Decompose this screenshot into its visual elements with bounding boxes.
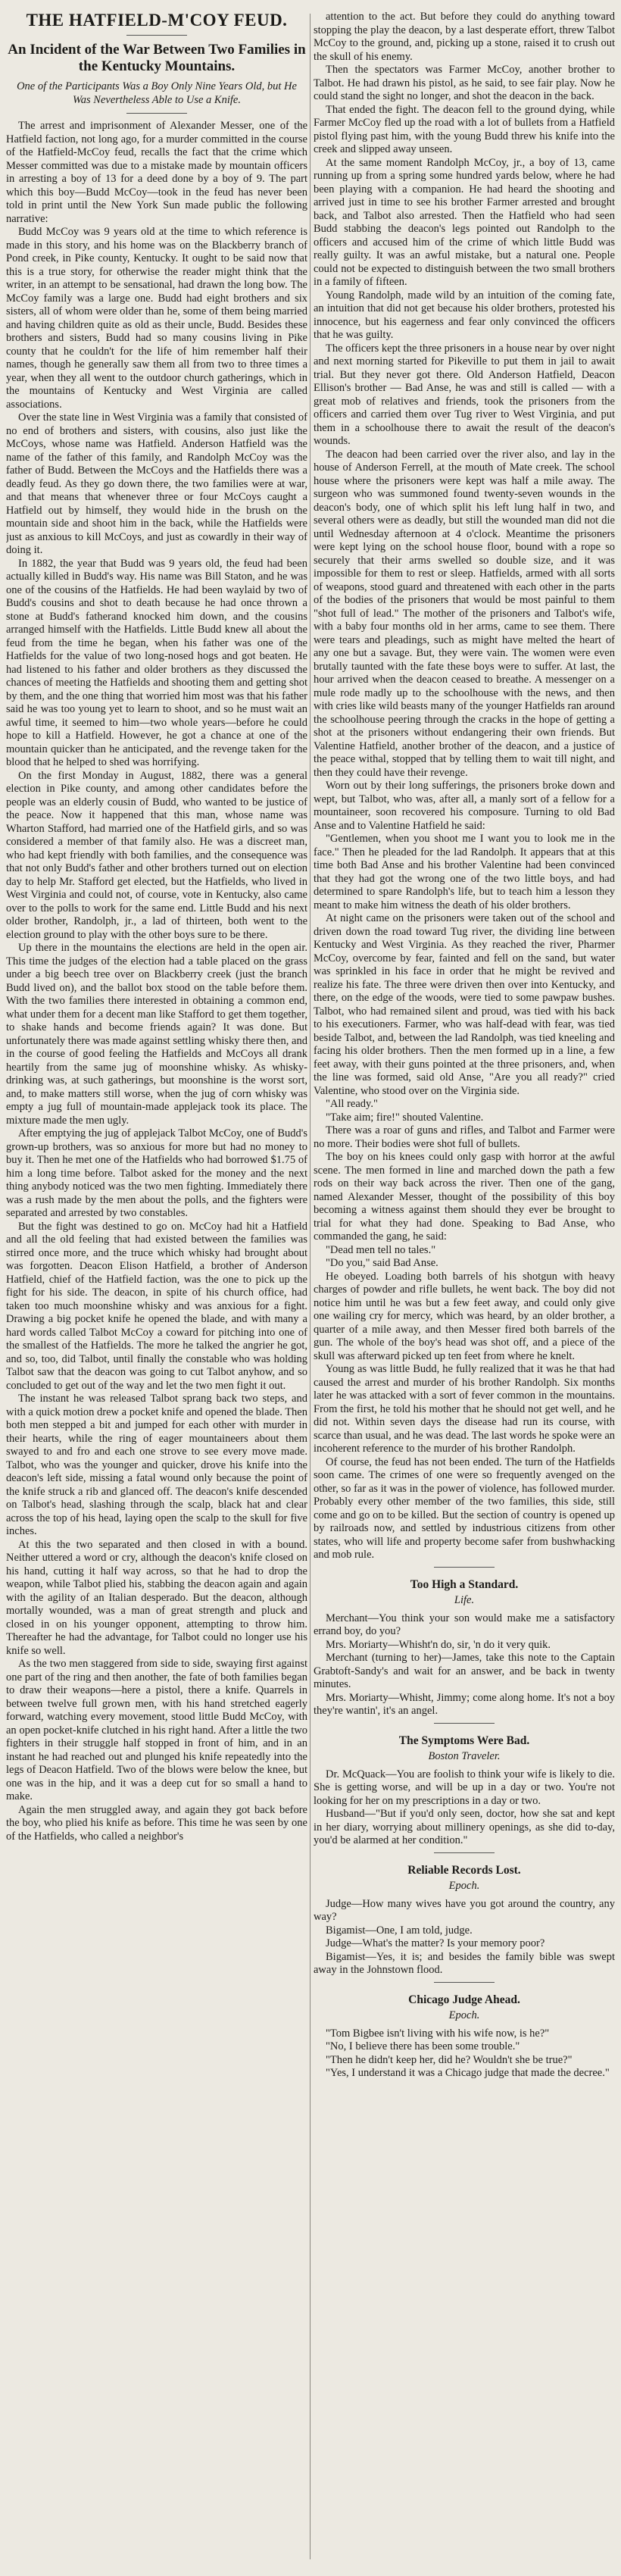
dialog-line: "No, I believe there has been some trouble." bbox=[326, 2040, 520, 2052]
dialog-line: Merchant—You think your son would make me a satisfactory errand boy, do you? bbox=[314, 1612, 615, 1637]
section-source: Boston Traveler. bbox=[428, 1750, 501, 1762]
section-source: Life. bbox=[454, 1594, 475, 1606]
paragraph: Then the spectators was Farmer McCoy, another brother to Talbot. He had drawn his pistol, as he said, to see fair play. Now he could stand the sight no longer, and shot the deacon in the back. bbox=[314, 64, 615, 102]
paragraph: "Do you," said Bad Anse. bbox=[326, 1257, 438, 1269]
section-rule bbox=[434, 1567, 495, 1568]
dialog-line: Bigamist—One, I am told, judge. bbox=[326, 1924, 473, 1937]
paragraph: Young Randolph, made wild by an intuition of the coming fate, an intuition that did not get because his older brothers, protested his innocence, but his eagerness and fear only convinced the officers that he was guilty. bbox=[314, 289, 615, 341]
section-dialog bbox=[314, 1768, 615, 1848]
paragraph: Young as was little Budd, he fully realized that it was he that had caused the arrest and murder of his brother Randolph. Six months later he was attacked with a sort of fever common in the mountains. From the first, he told his mother that he should not get well, and he did not. Within seven days the disease had run its course, with scarce than usual, and he was dead. The last words he spoke were an incoherent reference to the murder of his brother Randolph. bbox=[314, 1363, 615, 1455]
section-heading: Too High a Standard. bbox=[410, 1577, 519, 1591]
paragraph: Over the state line in West Virginia was a family that consisted of no end of brothers and sisters, with cousins, also just like the McCoys, whose name was Hatfield. Anderson Hatfield was the name of the father of this family, and Randolph McCoy was the father of Budd. Between the McCoys and the Hatfields there was a deadly feud. As they go down there, the two families were at war, and that means that whenever three or four McCoys caught a Hatfield out by himself, they would hide in the brush on the mountain side and shoot him in the back, while the Hatfields were just as anxious to kill McCoys, and just as cowardly in their way of doing it. bbox=[6, 411, 307, 556]
paragraph: "Take aim; fire!" shouted Valentine. bbox=[326, 1111, 484, 1124]
headline: THE HATFIELD-M'COY FEUD. bbox=[26, 11, 288, 30]
paragraph: He obeyed. Loading both barrels of his shotgun with heavy charges of powder and rifle bullets, he went back. The boy did not notice him until he was but a few feet away, and could only give one wailing cry for mercy, which was heard, by an older brother, a quarter of a mile away, and then Messer fired both barrels of the gun. The whole of the boy's head was shot off, and a piece of the skull was afterward picked up ten feet from where he knelt. bbox=[314, 1270, 615, 1362]
paragraph: In 1882, the year that Budd was 9 years old, the feud had been actually killed in Budd's way. His name was Bill Staton, and he was one of the cousins of the Hatfields. He had been waylaid by two of Budd's cousins and shot to death because he had once thrown a stone at Budd's fatherand knocked him down, and the cousins arranged himself with the Hatfields. Little Budd knew all about the feud from the time he began, when his father was one of the Hatfields for the value of two long-nosed hogs and got beaten. He had listened to his father and older brothers as they discussed the chances of meeting the Hatfields and shooting them and getting shot by them, and the one thing that worried him most was that his father said he was too young yet to learn to shoot, and so he must wait an awful time, it seemed to him—two whole years—before he could hope to kill a Hatfield. However, he got a chance at one of the mountain quicker than he anticipated, and the revenge taken for the blood that he helped to shed was horrifying. bbox=[6, 557, 307, 768]
section-heading: Reliable Records Lost. bbox=[407, 1863, 521, 1877]
paragraph: On the first Monday in August, 1882, there was a general election in Pike county, and among other candidates before the people was an elderly cousin of Budd, who wanted to be justice of the peace. Now it happened that this man, whose name was Wharton Stafford, had married one of the Hatfield girls, and so was considered a member of that family also. He was a discreet man, who had kept friendly with both families, and the consequence was that not only Budd's father and other brothers turned out on election day to help Mr. Stafford get elected, but the Hatfields, who lived in West Virginia and could not, of course, vote in Kentucky, also came over to the polls to work for the same end. Little Budd and his next older brother, Randolph, jr., a lad of thirteen, both went to the election ground to play with the other boys sure to be there. bbox=[6, 769, 307, 941]
left-column bbox=[6, 11, 307, 2564]
section-dialog bbox=[314, 1898, 615, 1977]
paragraph: At night came on the prisoners were taken out of the school and driven down the road toward Tug river, the dividing line between Kentucky and West Virginia. As they reached the river, Pharmer McCoy, overcome by fear, fainted and fell on the sand, but water was sprinkled in his face in order that he might be revived and realize his fate. The three were driven then over into Kentucky, and there, on the edge of the woods, were tied to some pawpaw bushes. Talbot, who had remained silent and proud, was tied with his back to his executioners. Farmer, who was half-dead with fear, was tied beside Talbot, and, between the lad Randolph, was tied kneeling and facing his older brothers. Then the men formed up in a line, a few feet away, with their guns pointed at the three prisoners, and, when the line was formed, said old Anse, "Are you all ready?" cried Valentine, who stood over on the Virginia side. bbox=[314, 912, 615, 1097]
left-body bbox=[6, 120, 307, 1843]
dialog-line: Merchant (turning to her)—James, take this note to the Captain Grabtoft-Sandy's and wait for an answer, and be back in twenty minutes. bbox=[314, 1652, 615, 1690]
paragraph: There was a roar of guns and rifles, and Talbot and Farmer were no more. Their bodies were shot full of bullets. bbox=[314, 1124, 615, 1150]
paragraph: Again the men struggled away, and again they got back before the boy, who plied his knife as before. This time he was seen by one of the Hatfields, who called a neighbor's bbox=[6, 1803, 307, 1843]
paragraph: At this the two separated and then closed in with a bound. Neither uttered a word or cry, although the deacon's knife closed on his hand, cutting it half way across, so that he had to drop the weapon, while Talbot plied his, stabbing the deacon again and again with the agility of an Italian desperado. But the deacon, although mortally wounded, was a man of great strength and pluck and closed in on his younger opponent, attempting to throw him. Thereafter he had the advantage, for Talbot could no longer use his knife so well. bbox=[6, 1538, 307, 1657]
paragraph: That ended the fight. The deacon fell to the ground dying, while Farmer McCoy fled up the road with a lot of bullets from a Hatfield pistol flying past him, with the young Budd threw his knife into the creek and slipped away unseen. bbox=[314, 103, 615, 155]
paragraph: attention to the act. But before they could do anything toward stopping the play the deacon, by a last desperate effort, threw Talbot McCoy to the ground, and, picking up a stone, raised it to crush out the skull of his enemy. bbox=[314, 11, 615, 63]
dialog-line: Bigamist—Yes, it is; and besides the family bible was swept away in the Johnstown flood. bbox=[314, 1950, 615, 1976]
dialog-line: "Tom Bigbee isn't living with his wife now, is he?" bbox=[326, 2027, 550, 2040]
subhead-rule bbox=[126, 113, 187, 114]
right-column bbox=[314, 11, 615, 2564]
section-heading: The Symptoms Were Bad. bbox=[398, 1733, 530, 1747]
dialog-line: "Then he didn't keep her, did he? Wouldn't she be true?" bbox=[326, 2053, 573, 2066]
paragraph: "Dead men tell no tales." bbox=[326, 1243, 436, 1256]
paragraph: Budd McCoy was 9 years old at the time to which reference is made in this story, and his home was on the Blackberry branch of Pond creek, in Pike county, Kentucky. It ought to be said now that this is a true story, for otherwise the reader might think that the writer, in an attempt to be sensational, had drawn the long bow. The McCoy family was a large one. Budd had eight brothers and six sisters, all of whom were older than he, some of them being married and having children quite as old as their uncle, Budd. Besides these brothers and sisters, Budd had so many cousins living in Pike county that he couldn't for the life of him remember half their names, though he generally saw them all from two to three times a year, when they all went to the outdoor church gatherings, which in the mountains of Kentucky and West Virginia are called associations. bbox=[6, 226, 307, 411]
section-source: Epoch. bbox=[448, 1880, 480, 1892]
section-source: Epoch. bbox=[448, 2009, 480, 2021]
paragraph: As the two men staggered from side to side, swaying first against one part of the ring and then another, the fate of both families began to draw their weapons—here a pistol, there a knife. Quarrels in between twelve full grown men, with his hand stretched eagerly forward, watching every movement, stood little Budd McCoy, with an open pocket-knife clutched in his right hand. After a little the two fighters in their struggle half stopped in front of him, and in an instant he had reached out and plunged his knife repeatedly into the legs of Deacon Hatfield. Two of the blows were below the knee, but one was in the hip, and it was a deep cut for so small a hand to make. bbox=[6, 1658, 307, 1802]
section-rule bbox=[434, 1982, 495, 1983]
section-dialog bbox=[314, 2027, 615, 2080]
dialog-line: Judge—How many wives have you got around the country, any way? bbox=[314, 1897, 615, 1923]
section-rule bbox=[434, 1723, 495, 1724]
right-body bbox=[314, 11, 615, 1562]
miscellany bbox=[314, 1567, 615, 2080]
paragraph: Of course, the feud has not been ended. The turn of the Hatfields soon came. The crimes of one were so frequently avenged on the other, so far as it was in the power of violence, has followed murder. Probably every other member of the two families, this side, still come and go on to be killed. But the section of country is opened up by railroads now, and settled by industrious citizens from other states, who will life and property become safer from bushwhacking and mob rule. bbox=[314, 1455, 615, 1561]
paragraph: The instant he was released Talbot sprang back two steps, and with a quick motion drew a pocket knife and opened the blade. Then both men stepped a bit and jumped for each other with murder in their hearts, while the ring of eager mountaineers about them swayed to and fro and each one strove to see every move made. Talbot, who was the younger and quicker, drove his knife into the deacon's left side, missing a fatal wound only because the point of the knife struck a rib and glanced off. The deacon's knife descended on Talbot's head, slashing through the scalp, black hat and clear across the top of his head, laying open the scalp to the skull for five inches. bbox=[6, 1393, 307, 1537]
paragraph: Worn out by their long sufferings, the prisoners broke down and wept, but Talbot, who was, after all, a manly sort of a fellow for a mountaineer, soon recovered his composure. Turning to old Bad Anse and to Valentine Hatfield he said: bbox=[314, 780, 615, 832]
paragraph: But the fight was destined to go on. McCoy had hit a Hatfield and all the old feeling that had existed between the families was stirred once more, and the truce which whisky had brought about was forgotten. Deacon Elison Hatfield, a brother of Anderson Hatfield, chief of the Hatfield faction, was the one to pick up the fight for his side. The deacon, in spite of his church office, had taken too much moonshine whisky and was anxious for a fight. Drawing a big pocket knife he opened the blade, and with many a hard words called Talbot McCoy a coward for pitching into one of the smallest of the Hatfields. The more he talked the angrier he got, and so, too, did Talbot, until finally the constable who was holding Talbot saw that the deacon was going to cut Talbot anyhow, and so concluded to get out of the way and let the two men fight it out. bbox=[6, 1220, 307, 1392]
paragraph: The officers kept the three prisoners in a house near by over night and next morning started for Pikeville to put them in jail to await trial. But they never got there. Old Anderson Hatfield, Deacon Ellison's brother — Bad Anse, he was and still is called — with a great mob of relatives and friends, took the prisoners from the officers and carried them over Tug river to West Virginia, and put them in a schoolhouse there to await the result of the deacon's wounds. bbox=[314, 342, 615, 447]
dialog-line: Judge—What's the matter? Is your memory poor? bbox=[326, 1937, 545, 1949]
headline-rule bbox=[126, 35, 187, 36]
paragraph: The arrest and imprisonment of Alexander Messer, one of the Hatfield faction, not long ago, for a murder committed in the course of the Hatfield-McCoy feud, recalls the fact that the crime which Messer committed was due to a mistake made by mountain officers in arresting a boy of 13 for a deed done by a boy of 9. The part which this boy—Budd McCoy—took in the feud has never been told in print until the New York Sun made public the following narrative: bbox=[6, 120, 307, 225]
dialog-line: "Yes, I understand it was a Chicago judge that made the decree." bbox=[326, 2067, 610, 2079]
paragraph: The boy on his knees could only gasp with horror at the awful scene. The men formed in line and marched down the path a few rods on their way back across the river. Then one of the gang, named Alexander Messer, thought of the possibility of this boy becoming a witness against them should they ever be brought to trial for what they had done. Speaking to Bad Anse, who commanded the gang, he said: bbox=[314, 1151, 615, 1243]
paragraph: The deacon had been carried over the river also, and lay in the house of Anderson Ferrell, at the mouth of Mate creek. The school house where the prisoners were kept was half a mile away. The surgeon who was summoned found twenty-seven wounds in the deacon's body, one of which split his left lung half in two, and several others were as deadly, but still the wounded man did not die until Wednesday afternoon at 4 o'clock. Meantime the prisoners were kept lying on the school house floor, bound with a rope so securely that their arms swelled so double size, and it was impossible for them to rest or sleep. Hatfields, armed with all sorts of weapons, stood guard and threatened with each other in the parts of the bodies of the prisoners that would be most painful to them "shot full of lead." The mother of the prisoners and Talbot's wife, with a baby four months old in her arms, came to see them. There were tears and pleadings, such as might have melted the heart of any one but a savage. But, they were vain. The women were even brutally taunted with the fate these boys were to suffer. At last, the hour arrived when the deacon ceased to breathe. A messenger on a mule rode madly up to the schoolhouse with the news, and then with cries like wild beasts many of the younger Hatfields ran around the schoolhouse peering through the cracks in the hope of getting a shot at the prisoners without endangering their own friends. But Valentine Hatfield, another brother of the deacon, and a justice of the peace withal, stopped that by telling them to wait till night, and then they could have their revenge. bbox=[314, 448, 615, 779]
dialog-line: Dr. McQuack—You are foolish to think your wife is likely to die. She is getting worse, and will be up in a day or two. You're not looking for her on my prescriptions in a day or two. bbox=[314, 1768, 615, 1807]
paragraph: Up there in the mountains the elections are held in the open air. This time the judges of the election had a table placed on the grass under a big beech tree over on Blackberry creek (just the branch Budd lived on), and the ballot box stood on the table before them. With the two families there interested in obtaining a common end, what under them for a decent man like Stafford to get them together, to shake hands and become friends again? It was done. But unfortunately there was made against settling whisky there then, and in the course of good feeling the Hatfields and McCoys all drank heartily from the same jug of moonshine whisky. As whisky-drinking was, at such gatherings, but moonshine is the worst sort, and, to make matters still worse, when the jug of corn whisky was empty a jug full of mountain-made applejack took its place. The mixture made the men ugly. bbox=[6, 942, 307, 1127]
paragraph: At the same moment Randolph McCoy, jr., a boy of 13, came running up from a spring some hundred yards below, where he had been playing with a companion. He had heard the shooting and arrived just in time to see his brother Farmer arrested and brought back, and Talbot also arrested. Then the Hatfield who had seen Budd stabbing the deacon's legs pointed out Randolph to the officers and accused him of the crime of which little Budd was really guilty. It was an awful mistake, but a natural one. People could not be expected to distinguish between the two small brothers in a family of fifteen. bbox=[314, 156, 615, 288]
section-heading: Chicago Judge Ahead. bbox=[408, 1993, 520, 2006]
section-dialog bbox=[314, 1612, 615, 1718]
paragraph: "All ready." bbox=[326, 1098, 378, 1110]
sub-subhead: One of the Participants Was a Boy Only Nine Years Old, but He Was Nevertheless Able to Use a Knife. bbox=[17, 80, 297, 106]
section-rule bbox=[434, 1852, 495, 1853]
dialog-line: Mrs. Moriarty—Whisht'n do, sir, 'n do it very quik. bbox=[326, 1638, 551, 1651]
paragraph: After emptying the jug of applejack Talbot McCoy, one of Budd's grown-up brothers, was so anxious for more but had no money to buy it. Then he met one of the Hatfields who had borrowed $1.75 of him a long time before. Talbot asked for the money and the next thing anybody noticed was the two men fighting. Immediately there was a rush made by the men about the polls, and the fighters were separated and arrested by two constables. bbox=[6, 1127, 307, 1219]
dialog-line: Mrs. Moriarty—Whisht, Jimmy; come along home. It's not a boy they're wantin', it's an angel. bbox=[314, 1691, 615, 1717]
dialog-line: Husband—"But if you'd only seen, doctor, how she sat and kept in her diary, worrying about millinery openings, as she did to-day, you'd be alarmed at her condition." bbox=[314, 1808, 615, 1846]
subhead: An Incident of the War Between Two Families in the Kentucky Mountains. bbox=[8, 42, 306, 74]
paragraph: "Gentlemen, when you shoot me I want you to look me in the face." Then he pleaded for the lad Randolph. It appears that at this time both Bad Anse and his brother Valentine had been convinced that they had got the wrong one of the two little boys, and had determined to spare Randolph's life, but to teach him a lesson they meant to make him witness the death of his older brothers. bbox=[314, 833, 615, 911]
